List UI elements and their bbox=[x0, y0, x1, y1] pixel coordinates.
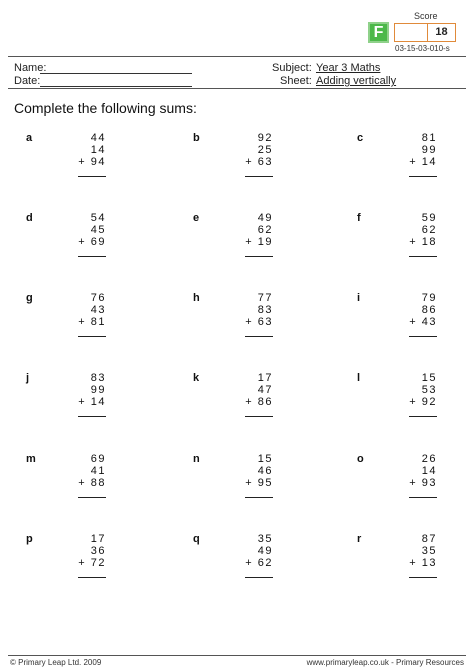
answer-line[interactable] bbox=[409, 489, 437, 498]
answer-line[interactable] bbox=[245, 489, 273, 498]
problem-h bbox=[193, 292, 273, 337]
problem-label: r bbox=[357, 533, 362, 545]
addend: 86 bbox=[421, 304, 437, 316]
addend: 83 bbox=[90, 372, 106, 384]
addend: + 62 bbox=[245, 557, 273, 569]
instruction-text: Complete the following sums: bbox=[14, 100, 197, 116]
primary-leap-logo-icon: F bbox=[368, 22, 389, 43]
problem-label: c bbox=[357, 132, 364, 144]
problem-label: p bbox=[26, 533, 33, 545]
problem-label: o bbox=[357, 453, 364, 465]
problem-o bbox=[357, 453, 437, 498]
addend: + 93 bbox=[409, 477, 437, 489]
addend: 99 bbox=[90, 384, 106, 396]
addend: 59 bbox=[421, 212, 437, 224]
addend: 26 bbox=[421, 453, 437, 465]
problem-label: m bbox=[26, 453, 36, 465]
problem-e bbox=[193, 212, 273, 257]
answer-line[interactable] bbox=[245, 248, 273, 257]
answer-line[interactable] bbox=[409, 328, 437, 337]
problem-label: q bbox=[193, 533, 200, 545]
addend: 44 bbox=[90, 132, 106, 144]
problem-label: b bbox=[193, 132, 200, 144]
date-field[interactable] bbox=[40, 86, 192, 87]
sheet-code: 03-15-03-010-s bbox=[395, 44, 450, 53]
addend: 15 bbox=[421, 372, 437, 384]
addend: + 72 bbox=[78, 557, 106, 569]
problem-r bbox=[357, 533, 437, 578]
problem-f bbox=[357, 212, 437, 257]
problem-l bbox=[357, 372, 437, 417]
addend: + 94 bbox=[78, 156, 106, 168]
problem-label: i bbox=[357, 292, 361, 304]
addend: 49 bbox=[257, 545, 273, 557]
addend: 36 bbox=[90, 545, 106, 557]
problem-label: n bbox=[193, 453, 200, 465]
addend: + 63 bbox=[245, 156, 273, 168]
problem-label: d bbox=[26, 212, 33, 224]
copyright-text: © Primary Leap Ltd. 2009 bbox=[10, 658, 102, 667]
date-label: Date: bbox=[14, 75, 41, 87]
addend: + 14 bbox=[409, 156, 437, 168]
addend: 99 bbox=[421, 144, 437, 156]
addend: + 81 bbox=[78, 316, 106, 328]
subject-label: Subject: bbox=[272, 62, 312, 74]
addend: + 43 bbox=[409, 316, 437, 328]
sheet-value: Adding vertically bbox=[316, 75, 397, 87]
addend: + 18 bbox=[409, 236, 437, 248]
problem-label: f bbox=[357, 212, 361, 224]
addend: 14 bbox=[421, 465, 437, 477]
header-divider bbox=[8, 88, 466, 89]
addend: 17 bbox=[90, 533, 106, 545]
addend: 17 bbox=[257, 372, 273, 384]
problem-a bbox=[26, 132, 106, 177]
addend: 14 bbox=[90, 144, 106, 156]
answer-line[interactable] bbox=[409, 168, 437, 177]
answer-line[interactable] bbox=[245, 408, 273, 417]
problem-k bbox=[193, 372, 273, 417]
answer-line[interactable] bbox=[78, 168, 106, 177]
answer-line[interactable] bbox=[409, 569, 437, 578]
answer-line[interactable] bbox=[78, 489, 106, 498]
footer-divider bbox=[8, 655, 466, 656]
sheet-label: Sheet: bbox=[280, 75, 312, 87]
top-divider bbox=[8, 56, 466, 57]
score-empty-cell bbox=[395, 24, 428, 41]
addend: + 69 bbox=[78, 236, 106, 248]
addend: 47 bbox=[257, 384, 273, 396]
problem-n bbox=[193, 453, 273, 498]
addend: + 95 bbox=[245, 477, 273, 489]
subject-value: Year 3 Maths bbox=[316, 62, 381, 74]
score-value: 18 bbox=[435, 26, 448, 38]
addend: 15 bbox=[257, 453, 273, 465]
problem-c bbox=[357, 132, 437, 177]
score-box bbox=[394, 23, 456, 42]
addend: 25 bbox=[257, 144, 273, 156]
problem-label: l bbox=[357, 372, 361, 384]
answer-line[interactable] bbox=[245, 328, 273, 337]
addend: 62 bbox=[257, 224, 273, 236]
addend: 87 bbox=[421, 533, 437, 545]
problem-m bbox=[26, 453, 106, 498]
addend: + 86 bbox=[245, 396, 273, 408]
answer-line[interactable] bbox=[78, 328, 106, 337]
problem-label: g bbox=[26, 292, 33, 304]
addend: 43 bbox=[90, 304, 106, 316]
problem-q bbox=[193, 533, 273, 578]
problem-b bbox=[193, 132, 273, 177]
problem-label: e bbox=[193, 212, 200, 224]
problem-j bbox=[26, 372, 106, 417]
addend: + 14 bbox=[78, 396, 106, 408]
addend: 81 bbox=[421, 132, 437, 144]
problem-label: j bbox=[26, 372, 30, 384]
addend: + 13 bbox=[409, 557, 437, 569]
addend: 35 bbox=[421, 545, 437, 557]
problem-label: a bbox=[26, 132, 33, 144]
score-label: Score bbox=[414, 11, 438, 21]
addend: 41 bbox=[90, 465, 106, 477]
answer-line[interactable] bbox=[409, 408, 437, 417]
addend: 62 bbox=[421, 224, 437, 236]
addend: 35 bbox=[257, 533, 273, 545]
addend: 83 bbox=[257, 304, 273, 316]
answer-line[interactable] bbox=[245, 569, 273, 578]
addend: 45 bbox=[90, 224, 106, 236]
problem-i bbox=[357, 292, 437, 337]
addend: 46 bbox=[257, 465, 273, 477]
addend: 54 bbox=[90, 212, 106, 224]
name-label: Name: bbox=[14, 62, 47, 74]
name-field[interactable] bbox=[40, 73, 192, 74]
problem-d bbox=[26, 212, 106, 257]
problem-label: h bbox=[193, 292, 200, 304]
answer-line[interactable] bbox=[78, 248, 106, 257]
addend: 69 bbox=[90, 453, 106, 465]
answer-line[interactable] bbox=[245, 168, 273, 177]
answer-line[interactable] bbox=[78, 408, 106, 417]
addend: 92 bbox=[257, 132, 273, 144]
addend: + 88 bbox=[78, 477, 106, 489]
addend: 77 bbox=[257, 292, 273, 304]
addend: 49 bbox=[257, 212, 273, 224]
answer-line[interactable] bbox=[409, 248, 437, 257]
addend: + 19 bbox=[245, 236, 273, 248]
addend: 79 bbox=[421, 292, 437, 304]
addend: + 92 bbox=[409, 396, 437, 408]
problem-p bbox=[26, 533, 106, 578]
website-text: www.primaryleap.co.uk - Primary Resources bbox=[306, 658, 464, 667]
addend: 76 bbox=[90, 292, 106, 304]
problem-g bbox=[26, 292, 106, 337]
addend: + 63 bbox=[245, 316, 273, 328]
problem-label: k bbox=[193, 372, 200, 384]
answer-line[interactable] bbox=[78, 569, 106, 578]
addend: 53 bbox=[421, 384, 437, 396]
